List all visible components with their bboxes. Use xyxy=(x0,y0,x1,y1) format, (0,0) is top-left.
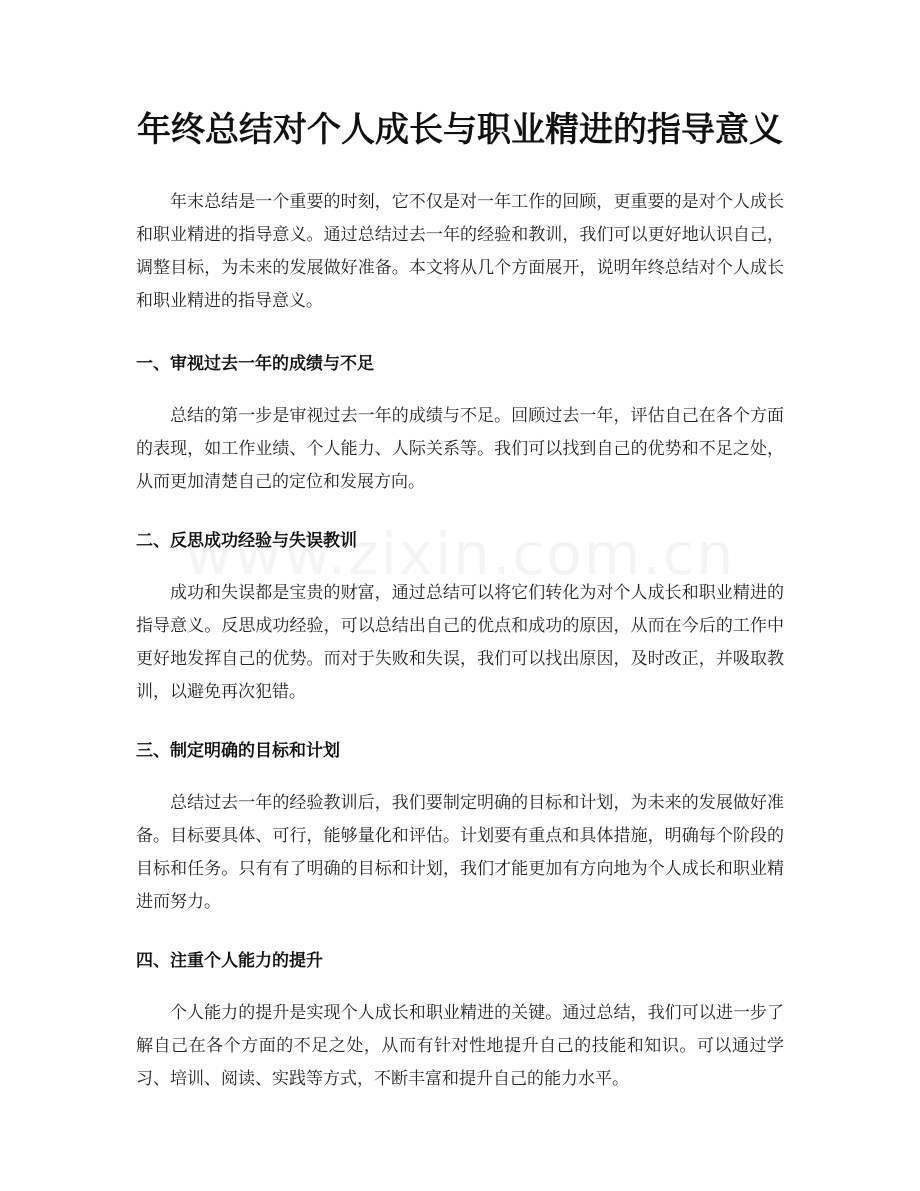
section-4-body: 个人能力的提升是实现个人成长和职业精进的关键。通过总结，我们可以进一步了解自己在各个方面的不足之处，从而有针对性地提升自己的技能和知识。可以通过学习、培训、阅读、实践等方式，不断丰富和提升自己的能力水平。 xyxy=(136,1003,784,1089)
section-1-heading: 一、审视过去一年的成绩与不足 xyxy=(136,354,374,374)
section-2-body: 成功和失误都是宝贵的财富，通过总结可以将它们转化为对个人成长和职业精进的指导意义。反思成功经验，可以总结出自己的优点和成功的原因，从而在今后的工作中更好地发挥自己的优势。而对于失败和失误，我们可以找出原因，及时改正，并吸取教训，以避免再次犯错。 xyxy=(136,583,784,702)
section-3-heading: 三、制定明确的目标和计划 xyxy=(136,741,340,761)
intro-paragraph: 年末总结是一个重要的时刻，它不仅是对一年工作的回顾，更重要的是对个人成长和职业精进的指导意义。通过总结过去一年的经验和教训，我们可以更好地认识自己，调整目标，为未来的发展做好准备。本文将从几个方面展开，说明年终总结对个人成长和职业精进的指导意义。 xyxy=(136,192,784,311)
document-title: 年终总结对个人成长与职业精进的指导意义 xyxy=(137,110,783,150)
section-4-heading: 四、注重个人能力的提升 xyxy=(136,951,323,971)
section-3-body: 总结过去一年的经验教训后，我们要制定明确的目标和计划，为未来的发展做好准备。目标要具体、可行，能够量化和评估。计划要有重点和具体措施，明确每个阶段的目标和任务。只有有了明确的目标和计划，我们才能更加有方向地为个人成长和职业精进而努力。 xyxy=(136,793,784,912)
section-2-heading: 二、反思成功经验与失误教训 xyxy=(136,531,357,551)
section-1-body: 总结的第一步是审视过去一年的成绩与不足。回顾过去一年，评估自己在各个方面的表现，如工作业绩、个人能力、人际关系等。我们可以找到自己的优势和不足之处，从而更加清楚自己的定位和发展方向。 xyxy=(136,406,784,492)
